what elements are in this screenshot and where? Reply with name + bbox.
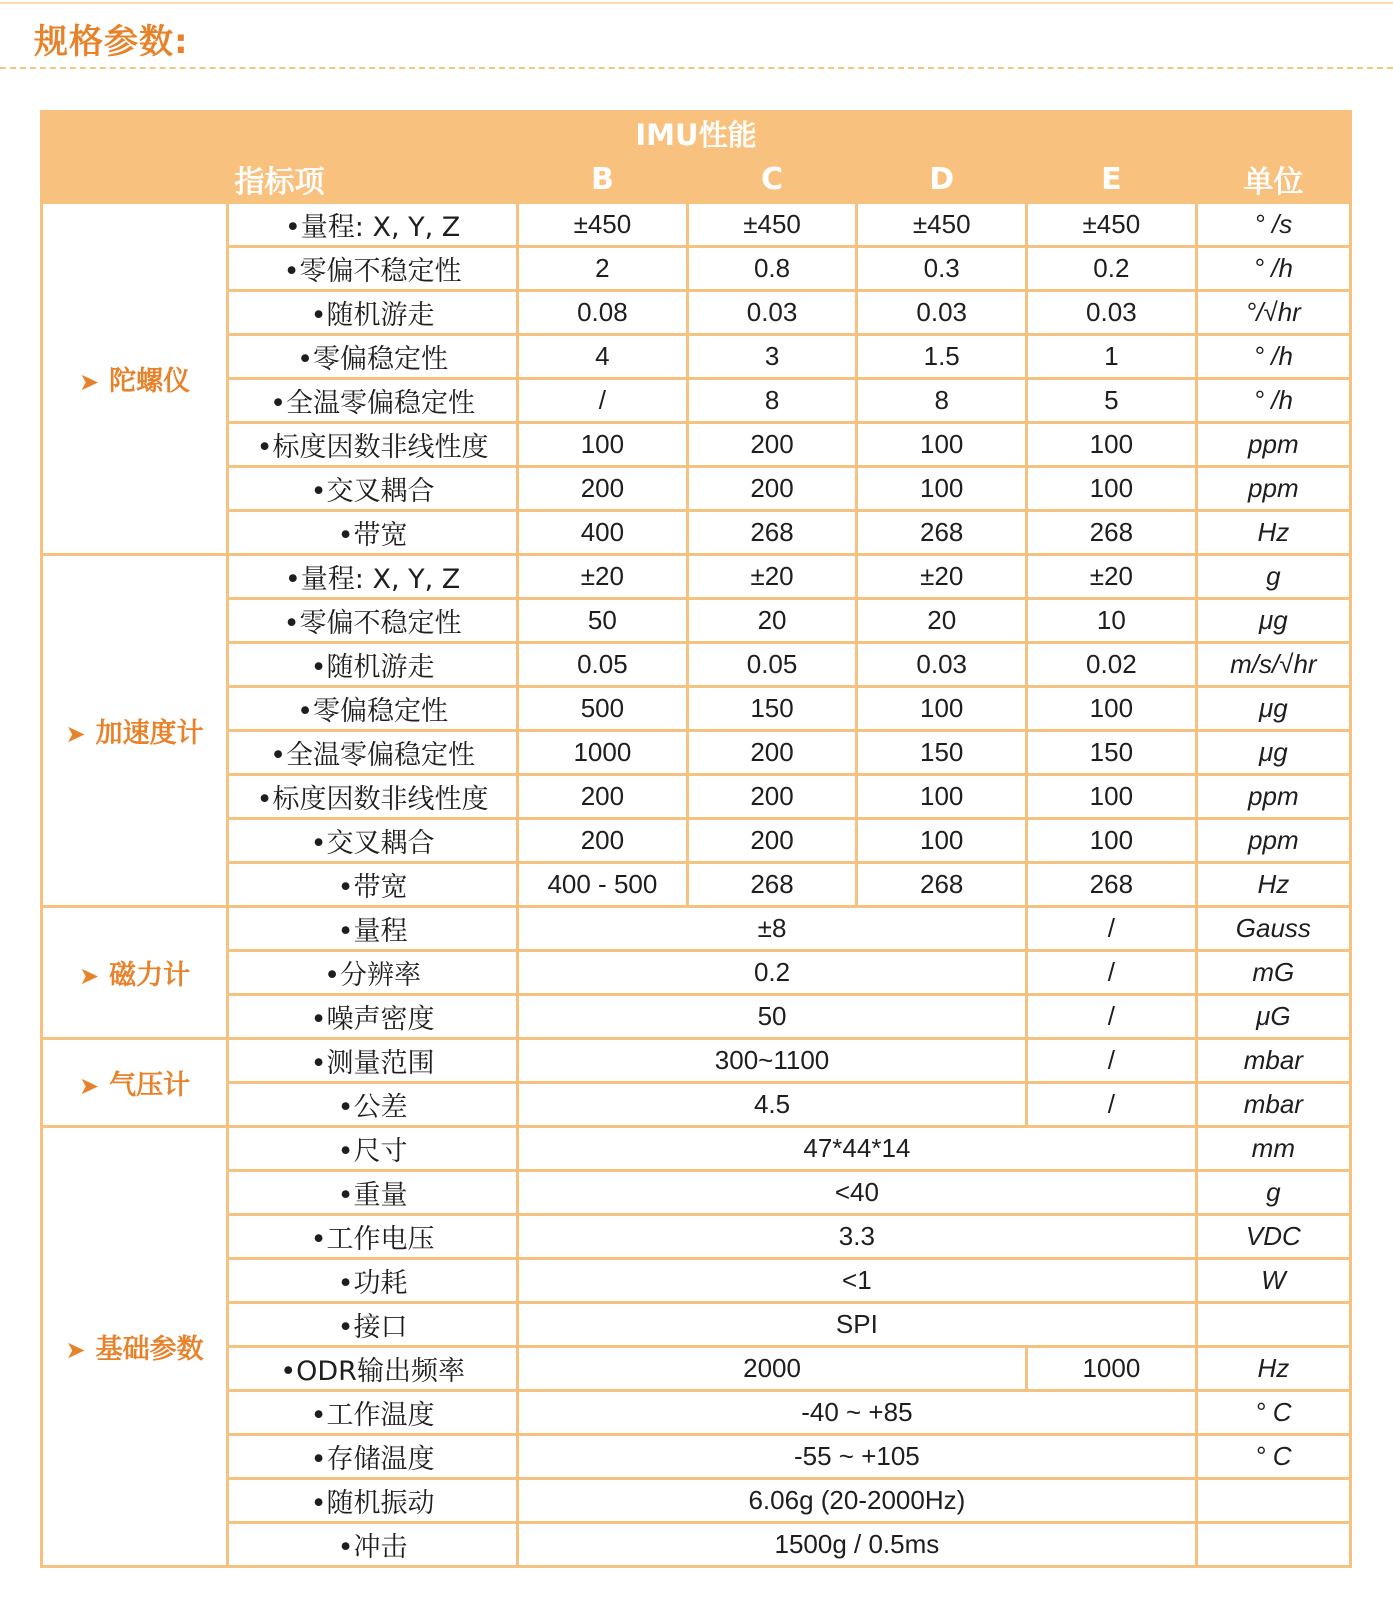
- spec-unit: μg: [1196, 687, 1350, 731]
- spec-item-label: •工作温度: [228, 1391, 518, 1435]
- spec-unit: mbar: [1196, 1083, 1350, 1127]
- spec-item-label: •随机游走: [228, 643, 518, 687]
- table-row: [42, 599, 1351, 643]
- spec-value-d: 268: [857, 863, 1027, 907]
- spec-value-b: ±450: [518, 203, 688, 247]
- section-label: [42, 907, 228, 1039]
- spec-value-merged: 50: [518, 995, 1027, 1039]
- spec-body: [42, 203, 1351, 1567]
- table-row: [42, 1171, 1351, 1215]
- spec-value-merged: ±8: [518, 907, 1027, 951]
- arrow-icon: ➤: [79, 1072, 100, 1100]
- spec-unit: ° /h: [1196, 379, 1350, 423]
- spec-unit: mG: [1196, 951, 1350, 995]
- spec-value-d: 150: [857, 731, 1027, 775]
- table-row: [42, 1347, 1351, 1391]
- spec-value-e: /: [1027, 907, 1197, 951]
- spec-value-merged: -40 ~ +85: [518, 1391, 1197, 1435]
- spec-item-label: •全温零偏稳定性: [228, 731, 518, 775]
- spec-value-merged: 1500g / 0.5ms: [518, 1523, 1197, 1567]
- spec-value-e: ±450: [1027, 203, 1197, 247]
- spec-value-merged: SPI: [518, 1303, 1197, 1347]
- spec-value-b: 400: [518, 511, 688, 555]
- spec-unit: Hz: [1196, 1347, 1350, 1391]
- spec-value-d: 0.3: [857, 247, 1027, 291]
- section-label: [42, 1039, 228, 1127]
- spec-item-label: •零偏稳定性: [228, 687, 518, 731]
- spec-value-d: 100: [857, 423, 1027, 467]
- table-row: [42, 1039, 1351, 1083]
- spec-item-label: •标度因数非线性度: [228, 423, 518, 467]
- imu-spec-table: [40, 110, 1352, 1568]
- arrow-icon: ➤: [65, 1336, 86, 1364]
- spec-item-label: •测量范围: [228, 1039, 518, 1083]
- spec-unit: m/s/√hr: [1196, 643, 1350, 687]
- spec-unit: Hz: [1196, 863, 1350, 907]
- table-row: [42, 555, 1351, 599]
- spec-value-c: 200: [687, 731, 857, 775]
- spec-value-e: /: [1027, 1039, 1197, 1083]
- spec-value-c: 0.03: [687, 291, 857, 335]
- spec-value-c: 200: [687, 467, 857, 511]
- arrow-icon: ➤: [79, 368, 100, 396]
- section-name: 基础参数: [95, 1334, 204, 1365]
- spec-value-merged: 0.2: [518, 951, 1027, 995]
- header-unit: 单位: [1196, 156, 1350, 203]
- spec-item-label: •量程: X, Y, Z: [228, 555, 518, 599]
- spec-unit: mm: [1196, 1127, 1350, 1171]
- table-row: [42, 379, 1351, 423]
- spec-unit: Hz: [1196, 511, 1350, 555]
- header-item: 指标项: [42, 156, 518, 203]
- spec-value-d: 20: [857, 599, 1027, 643]
- spec-value-e: 268: [1027, 863, 1197, 907]
- table-row: [42, 775, 1351, 819]
- top-rule: [0, 2, 1393, 4]
- spec-item-label: •存储温度: [228, 1435, 518, 1479]
- spec-unit: μg: [1196, 731, 1350, 775]
- table-row: [42, 995, 1351, 1039]
- spec-value-e: 150: [1027, 731, 1197, 775]
- table-row: [42, 643, 1351, 687]
- table-row: [42, 511, 1351, 555]
- spec-item-label: •量程: X, Y, Z: [228, 203, 518, 247]
- spec-item-label: •分辨率: [228, 951, 518, 995]
- spec-unit: [1196, 1479, 1350, 1523]
- spec-item-label: •尺寸: [228, 1127, 518, 1171]
- spec-value-b: 100: [518, 423, 688, 467]
- spec-value-c: ±20: [687, 555, 857, 599]
- spec-value-merged: 3.3: [518, 1215, 1197, 1259]
- spec-value-merged: <40: [518, 1171, 1197, 1215]
- arrow-icon: ➤: [65, 720, 86, 748]
- spec-item-label: •功耗: [228, 1259, 518, 1303]
- table-row: [42, 1083, 1351, 1127]
- table-row: [42, 1391, 1351, 1435]
- spec-value-e: 1000: [1027, 1347, 1197, 1391]
- spec-item-label: •工作电压: [228, 1215, 518, 1259]
- section-label: [42, 203, 228, 555]
- table-row: [42, 687, 1351, 731]
- spec-item-label: •标度因数非线性度: [228, 775, 518, 819]
- spec-value-merged: 6.06g (20-2000Hz): [518, 1479, 1197, 1523]
- spec-value-b: 400 - 500: [518, 863, 688, 907]
- spec-item-label: •噪声密度: [228, 995, 518, 1039]
- spec-value-b: 200: [518, 819, 688, 863]
- spec-unit: ppm: [1196, 423, 1350, 467]
- table-row: [42, 203, 1351, 247]
- spec-value-d: 100: [857, 775, 1027, 819]
- spec-item-label: •带宽: [228, 511, 518, 555]
- table-row: [42, 951, 1351, 995]
- section-label: [42, 555, 228, 907]
- spec-item-label: •冲击: [228, 1523, 518, 1567]
- spec-value-c: 150: [687, 687, 857, 731]
- spec-unit: g: [1196, 555, 1350, 599]
- spec-value-merged: 2000: [518, 1347, 1027, 1391]
- spec-unit: ° C: [1196, 1391, 1350, 1435]
- section-name: 气压计: [109, 1070, 191, 1101]
- spec-unit: μg: [1196, 599, 1350, 643]
- spec-value-merged: <1: [518, 1259, 1197, 1303]
- spec-value-b: /: [518, 379, 688, 423]
- spec-value-b: 500: [518, 687, 688, 731]
- spec-value-b: 50: [518, 599, 688, 643]
- spec-item-label: •公差: [228, 1083, 518, 1127]
- spec-value-d: 0.03: [857, 291, 1027, 335]
- spec-value-merged: -55 ~ +105: [518, 1435, 1197, 1479]
- spec-value-b: 1000: [518, 731, 688, 775]
- spec-value-c: 200: [687, 423, 857, 467]
- spec-value-d: ±450: [857, 203, 1027, 247]
- spec-value-d: 100: [857, 467, 1027, 511]
- spec-value-b: 0.05: [518, 643, 688, 687]
- spec-unit: ° /h: [1196, 247, 1350, 291]
- spec-value-d: 0.03: [857, 643, 1027, 687]
- table-row: [42, 863, 1351, 907]
- table-row: [42, 291, 1351, 335]
- spec-value-c: 268: [687, 863, 857, 907]
- spec-item-label: •带宽: [228, 863, 518, 907]
- spec-value-c: 200: [687, 775, 857, 819]
- arrow-icon: ➤: [79, 962, 100, 990]
- spec-value-b: 2: [518, 247, 688, 291]
- spec-value-e: 0.2: [1027, 247, 1197, 291]
- spec-unit: ° /s: [1196, 203, 1350, 247]
- spec-value-b: 4: [518, 335, 688, 379]
- spec-value-d: 1.5: [857, 335, 1027, 379]
- section-label: [42, 1127, 228, 1567]
- spec-item-label: •ODR输出频率: [228, 1347, 518, 1391]
- spec-unit: ° /h: [1196, 335, 1350, 379]
- section-name: 磁力计: [109, 960, 191, 991]
- spec-unit: ppm: [1196, 775, 1350, 819]
- spec-value-e: 1: [1027, 335, 1197, 379]
- spec-unit: Gauss: [1196, 907, 1350, 951]
- spec-item-label: •零偏不稳定性: [228, 247, 518, 291]
- header-model-e: E: [1027, 156, 1197, 203]
- spec-value-e: /: [1027, 951, 1197, 995]
- spec-value-e: 100: [1027, 687, 1197, 731]
- spec-unit: mbar: [1196, 1039, 1350, 1083]
- spec-value-e: 100: [1027, 819, 1197, 863]
- section-name: 陀螺仪: [109, 366, 191, 397]
- spec-value-c: 200: [687, 819, 857, 863]
- table-row: [42, 1435, 1351, 1479]
- table-row: [42, 1523, 1351, 1567]
- spec-value-e: 0.02: [1027, 643, 1197, 687]
- spec-value-c: 8: [687, 379, 857, 423]
- spec-item-label: •零偏不稳定性: [228, 599, 518, 643]
- spec-unit: [1196, 1523, 1350, 1567]
- spec-unit: [1196, 1303, 1350, 1347]
- spec-value-e: 5: [1027, 379, 1197, 423]
- spec-value-b: 200: [518, 467, 688, 511]
- spec-item-label: •零偏稳定性: [228, 335, 518, 379]
- table-row: [42, 907, 1351, 951]
- table-row: [42, 247, 1351, 291]
- spec-value-e: /: [1027, 995, 1197, 1039]
- table-row: [42, 335, 1351, 379]
- spec-value-e: 0.03: [1027, 291, 1197, 335]
- spec-item-label: •量程: [228, 907, 518, 951]
- dashed-divider: [0, 67, 1393, 69]
- spec-unit: °/√hr: [1196, 291, 1350, 335]
- spec-value-b: ±20: [518, 555, 688, 599]
- spec-unit: ppm: [1196, 467, 1350, 511]
- spec-item-label: •交叉耦合: [228, 467, 518, 511]
- table-row: [42, 819, 1351, 863]
- table-row: [42, 467, 1351, 511]
- spec-unit: W: [1196, 1259, 1350, 1303]
- table-row: [42, 1479, 1351, 1523]
- spec-value-b: 0.08: [518, 291, 688, 335]
- spec-item-label: •重量: [228, 1171, 518, 1215]
- header-model-c: C: [687, 156, 857, 203]
- spec-value-d: 268: [857, 511, 1027, 555]
- spec-value-merged: 300~1100: [518, 1039, 1027, 1083]
- spec-value-b: 200: [518, 775, 688, 819]
- spec-value-e: 268: [1027, 511, 1197, 555]
- spec-item-label: •接口: [228, 1303, 518, 1347]
- spec-unit: ppm: [1196, 819, 1350, 863]
- spec-value-c: 20: [687, 599, 857, 643]
- spec-value-c: 0.05: [687, 643, 857, 687]
- spec-item-label: •交叉耦合: [228, 819, 518, 863]
- spec-unit: μG: [1196, 995, 1350, 1039]
- spec-value-d: 8: [857, 379, 1027, 423]
- page-title: 规格参数:: [34, 22, 189, 62]
- spec-value-d: ±20: [857, 555, 1027, 599]
- spec-value-e: ±20: [1027, 555, 1197, 599]
- spec-value-c: 3: [687, 335, 857, 379]
- spec-item-label: •随机振动: [228, 1479, 518, 1523]
- table-title: IMU性能: [42, 112, 1351, 156]
- spec-value-c: ±450: [687, 203, 857, 247]
- table-row: [42, 1303, 1351, 1347]
- spec-item-label: •全温零偏稳定性: [228, 379, 518, 423]
- spec-item-label: •随机游走: [228, 291, 518, 335]
- spec-value-d: 100: [857, 819, 1027, 863]
- spec-value-e: 100: [1027, 467, 1197, 511]
- spec-value-c: 0.8: [687, 247, 857, 291]
- spec-value-e: 100: [1027, 775, 1197, 819]
- spec-value-e: 10: [1027, 599, 1197, 643]
- table-row: [42, 423, 1351, 467]
- spec-value-e: /: [1027, 1083, 1197, 1127]
- table-row: [42, 1259, 1351, 1303]
- header-model-b: B: [518, 156, 688, 203]
- spec-unit: ° C: [1196, 1435, 1350, 1479]
- table-row: [42, 1127, 1351, 1171]
- header-model-d: D: [857, 156, 1027, 203]
- spec-value-d: 100: [857, 687, 1027, 731]
- section-name: 加速度计: [95, 718, 204, 749]
- spec-value-e: 100: [1027, 423, 1197, 467]
- table-row: [42, 731, 1351, 775]
- spec-value-merged: 4.5: [518, 1083, 1027, 1127]
- spec-value-merged: 47*44*14: [518, 1127, 1197, 1171]
- spec-unit: g: [1196, 1171, 1350, 1215]
- spec-value-c: 268: [687, 511, 857, 555]
- spec-unit: VDC: [1196, 1215, 1350, 1259]
- table-row: [42, 1215, 1351, 1259]
